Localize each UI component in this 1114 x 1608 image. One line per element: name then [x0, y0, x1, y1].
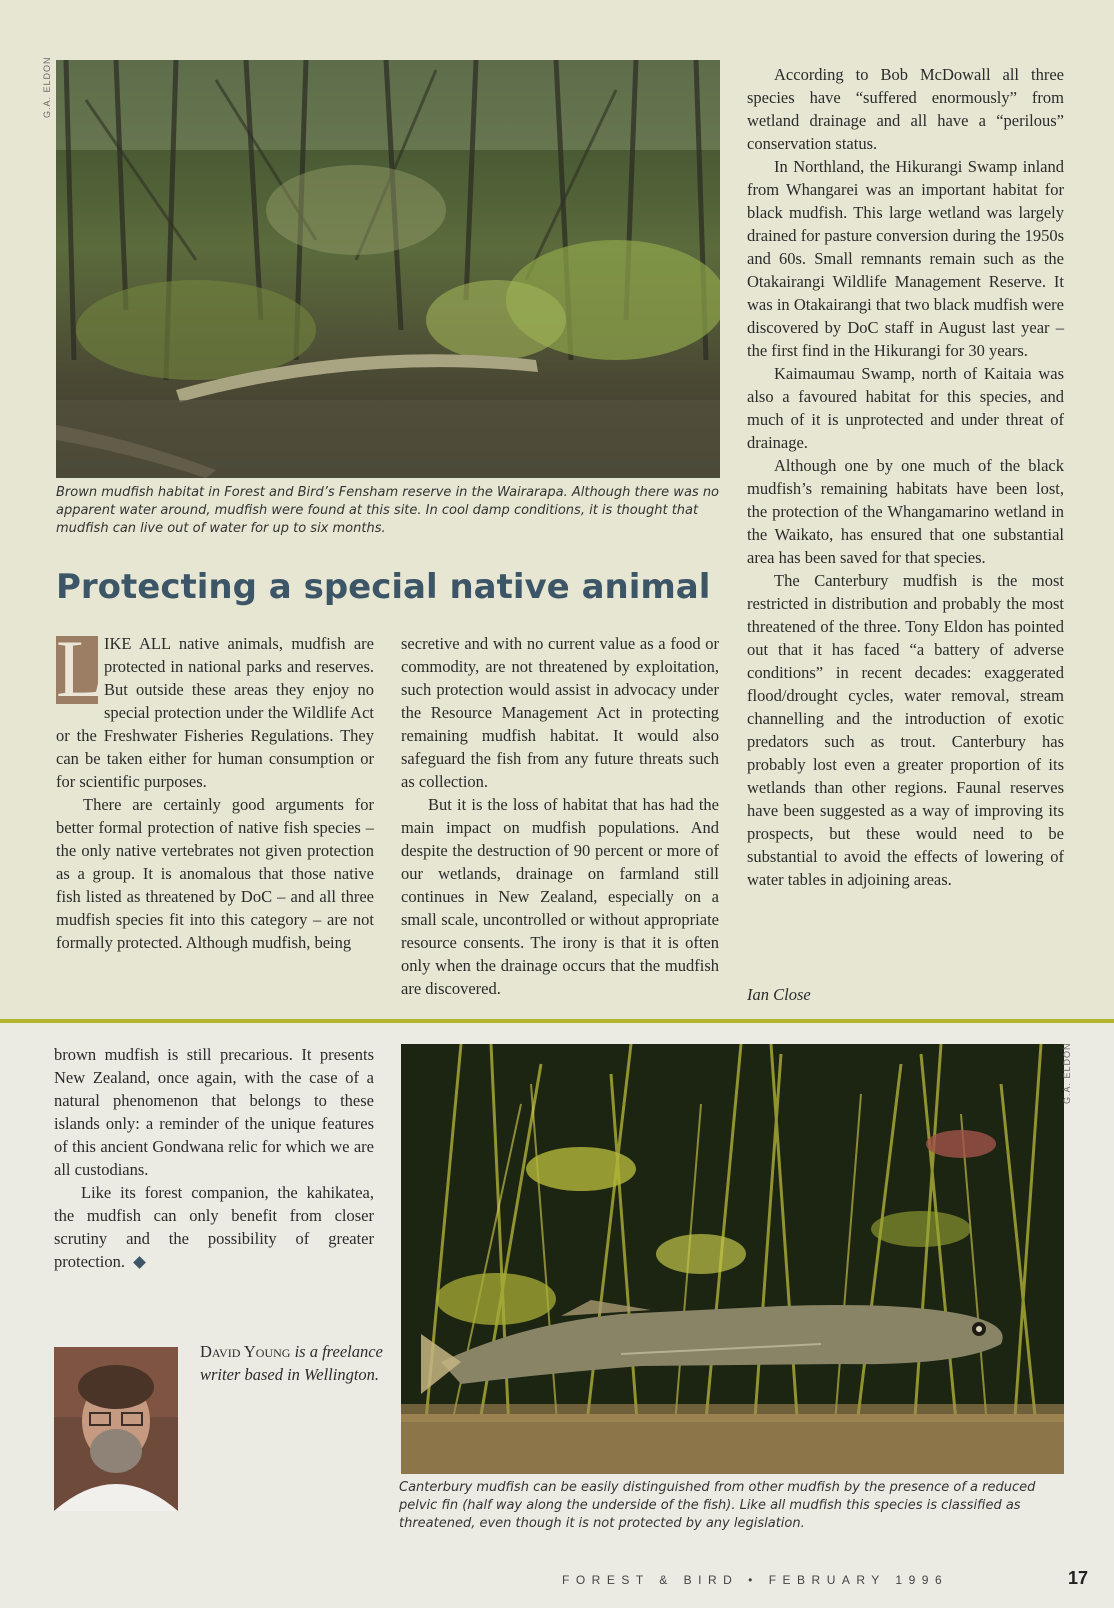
- left-paragraph-text: IKE ALL native animals, mudfish are protected in national parks and reserves. But outside these areas they enjoy no special protection under the Wildlife Act or the Freshwater Fisheries Regulations. They can be taken either for human consumption or for scientific purposes.: [56, 634, 374, 791]
- author-portrait-photo: [54, 1347, 178, 1511]
- top-photo-caption: Brown mudfish habitat in Forest and Bird’s Fensham reserve in the Wairarapa. Although there was no apparent water around, mudfish were found at this site. In cool damp conditions, it is thought that mudfish can live out of water for up to six months.: [56, 485, 720, 536]
- middle-paragraph: secretive and with no current value as a food or commodity, are not threatened by exploitation, such protection would assist in advocacy under the Resource Management Act in protecting remaining mudfish habitat. It would also safeguard the fish from any future threats such as collection.: [401, 634, 719, 791]
- page-number: 17: [1067, 1568, 1088, 1588]
- bottom-photo-credit: G.A. ELDON: [1062, 1042, 1072, 1104]
- left-text-column: [56, 623, 374, 954]
- top-photo-credit: G.A. ELDON: [42, 56, 52, 118]
- middle-text-column: [401, 632, 719, 1000]
- continued-paragraph: brown mudfish is still precarious. It presents New Zealand, once again, with the case of a natural phenomenon that belongs to these islands only: a reminder of the unique features of this ancient Gondwana relic for which we are all custodians.: [54, 1045, 374, 1179]
- continued-paragraph: [54, 1181, 374, 1273]
- right-paragraph: According to Bob McDowall all three species have “suffered enormously” from wetland drainage and all have a “perilous” conservation status.: [747, 65, 1064, 153]
- right-paragraph: Kaimaumau Swamp, north of Kaitaia was also a favoured habitat for this species, and much of it is unprotected and under threat of drainage.: [747, 364, 1064, 452]
- author-byline: Ian Close: [747, 985, 811, 1004]
- continued-paragraph-text: Like its forest companion, the kahikatea, the mudfish can only benefit from closer scrutiny and the possibility of greater protection.: [54, 1183, 374, 1271]
- right-paragraph: In Northland, the Hikurangi Swamp inland from Whangarei was an important habitat for black mudfish. This large wetland was largely drained for pasture conversion during the 1950s and 60s. Small remnants remain such as the Otakairangi Wildlife Management Reserve. It was in Otakairangi that two black mudfish were discovered by DoC staff in August last year – the first find in the Hikurangi for 30 years.: [747, 157, 1064, 360]
- author-bio: [200, 1340, 385, 1386]
- issue-date: FEBRUARY 1996: [768, 1573, 949, 1587]
- middle-paragraph: But it is the loss of habitat that has had the main impact on mudfish populations. And despite the destruction of 90 percent or more of our wetlands, drainage on farmland still continues in New Zealand, especially on a small scale, uncontrolled or without appropriate resource consents. The irony is that it is often only when the drainage occurs that the mudfish are discovered.: [401, 795, 719, 998]
- end-mark-icon: [133, 1256, 146, 1269]
- drop-cap: L: [56, 623, 107, 714]
- left-paragraph: There are certainly good arguments for better formal protection of native fish species – the only native vertebrates not given protection as a group. It is anomalous that those native fish listed as threatened by DoC – and all three mudfish species fit into this category – are not formally protected. Although mudfish, being: [56, 795, 374, 952]
- forest-habitat-photo: [56, 60, 720, 478]
- canterbury-mudfish-photo: [401, 1044, 1064, 1474]
- right-paragraph: The Canterbury mudfish is the most restricted in distribution and probably the most threatened of the three. Tony Eldon has pointed out that it has faced “a battery of adverse conditions” in recent decades: exaggerated flood/drought cycles, water removal, stream channelling and the introduction of exotic predators such as trout. Canterbury has probably lost even a greater proportion of its wetlands than other regions. Faunal reserves have been suggested as a way of improving its prospects, but these would need to be substantial to avoid the effects of lowering of water tables in adjoining areas.: [747, 571, 1064, 889]
- right-paragraph: Although one by one much of the black mudfish’s remaining habitats have been lost, the protection of the Whangamarino wetland in the Waikato, has ensured that one substantial area has been saved for that species.: [747, 456, 1064, 567]
- right-text-column: [747, 63, 1064, 891]
- bottom-photo-caption: Canterbury mudfish can be easily distinguished from other mudfish by the presence of a reduced pelvic fin (half way along the underside of the fish). Like all mudfish this species is classified as threatened, even though it is not protected by any legislation.: [399, 1480, 1036, 1531]
- footer-separator: •: [748, 1573, 759, 1587]
- page-footer: [562, 1573, 948, 1587]
- author-name: David Young: [200, 1342, 291, 1361]
- left-paragraph: [56, 623, 374, 793]
- article-headline: Protecting a special native animal: [56, 567, 711, 607]
- magazine-name: FOREST & BIRD: [562, 1573, 739, 1587]
- section-divider-rule: [0, 1019, 1114, 1023]
- author-bio-text: is a freelance writer based in Wellington.: [200, 1342, 383, 1384]
- continued-text-column: [54, 1043, 374, 1273]
